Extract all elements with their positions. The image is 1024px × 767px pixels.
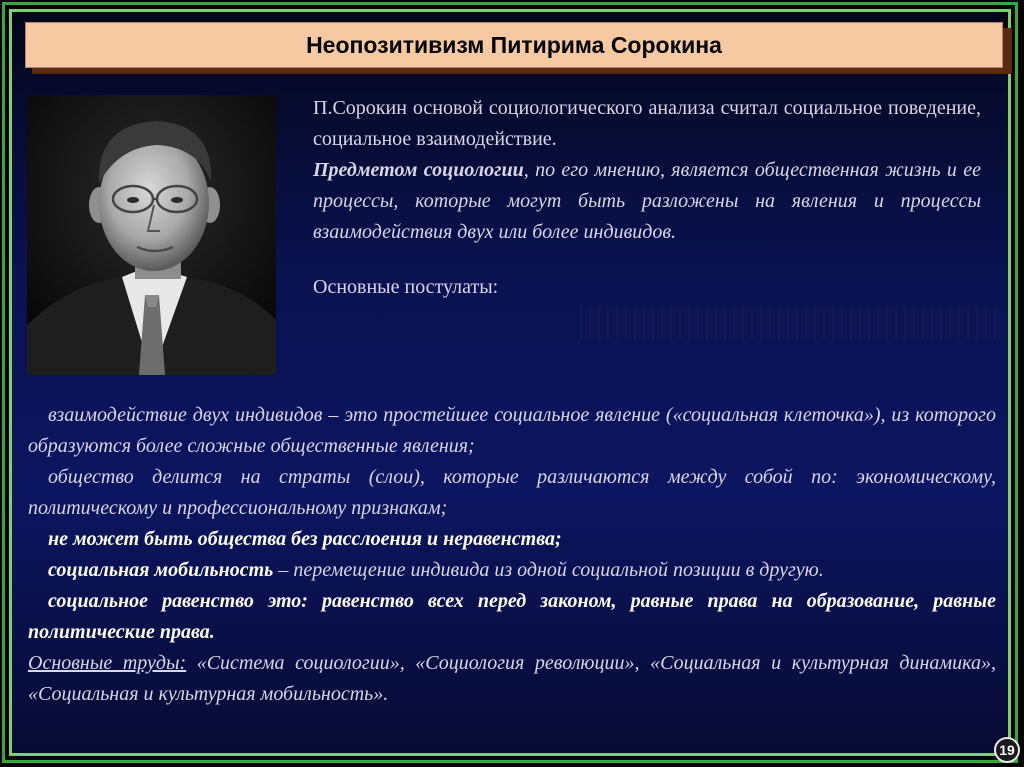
subject-text: , по его мнению, является общественная жизнь и ее процессы, которые могут быть разложены на явления и процессы взаимодействия двух или более индивидов. (313, 159, 981, 243)
intro-line: П.Сорокин основой социологического анализа считал социальное поведение, социальное взаимодействие. (313, 97, 981, 150)
works-label: Основные труды: (28, 652, 187, 674)
mobility-definition: – перемещение индивида из одной социальной позиции в другую. (273, 559, 824, 581)
works-paragraph (28, 648, 996, 710)
postulates-list (28, 400, 996, 710)
works-list: «Система социологии», «Социология революции», «Социальная и культурная динамика», «Социальная и культурная мобильность». (28, 652, 996, 705)
postulates-heading: Основные постулаты: (313, 276, 499, 298)
slide-title: Неопозитивизм Питирима Сорокина (306, 31, 722, 58)
mobility-term: социальная мобильность (48, 559, 274, 581)
postulate-item: взаимодействие двух индивидов – это простейшее социальное явление («социальная клеточка»), из которого образуются более сложные общественные явления; (28, 404, 996, 457)
postulate-item: социальное равенство это: равенство всех перед законом, равные права на образование, равные политические права. (28, 590, 996, 643)
subject-bold: Предметом социологии (313, 159, 524, 181)
portrait-image (27, 95, 276, 375)
portrait-photo (27, 95, 276, 375)
postulate-item: общество делится на страты (слои), которые различаются между собой по: экономическому, политическому и профессиональному признакам; (28, 466, 996, 519)
subject-paragraph (313, 155, 981, 248)
page-number-badge: 19 (994, 737, 1020, 763)
title-bar (25, 22, 1003, 68)
postulate-item (28, 555, 996, 586)
watermark (580, 305, 1000, 341)
intro-block (313, 93, 981, 303)
postulate-item: не может быть общества без расслоения и неравенства; (48, 528, 562, 550)
